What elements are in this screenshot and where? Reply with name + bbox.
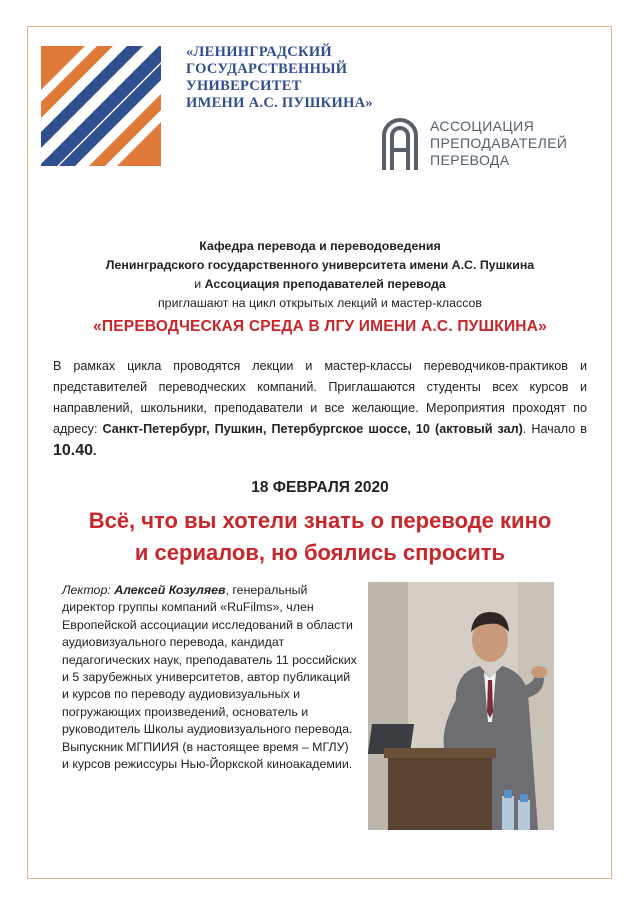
start-time: 10.40 <box>53 442 94 459</box>
series-title: «ПЕРЕВОДЧЕСКАЯ СРЕДА В ЛГУ ИМЕНИ А.С. ПУШКИНА» <box>93 318 547 335</box>
university-name-line: «ЛЕНИНГРАДСКИЙ <box>186 44 332 60</box>
university-name-line: УНИВЕРСИТЕТ <box>186 78 302 94</box>
association-logo-icon <box>378 114 422 172</box>
intro-association: Ассоциация преподавателей перевода <box>204 277 446 291</box>
start-label: . Начало в <box>522 422 588 436</box>
lecture-title-line: Всё, что вы хотели знать о переводе кино <box>88 508 552 533</box>
event-date: 18 ФЕВРАЛЯ 2020 <box>251 479 389 496</box>
lecturer-name: Алексей Козуляев <box>114 583 226 597</box>
lecture-title-line: и сериалов, но боялись спросить <box>134 540 506 565</box>
lgu-logo-icon <box>41 46 161 166</box>
intro-line: приглашают на цикл открытых лекций и мастер-классов <box>157 296 483 310</box>
event-address: Санкт-Петербург, Пушкин, Петербургское шоссе, 10 (актовый зал) <box>102 422 523 436</box>
association-name-line: ПЕРЕВОДА <box>430 152 510 168</box>
lecturer-bio <box>62 582 358 773</box>
lecturer-bio-text: , генеральный директор группы компаний «RuFilms», член Европейской ассоциации исследований в области аудиовизуального перевода, кандидат педагогических наук, преподаватель 11 российских и 5 зарубежных университетов, автор публикаций и курсов по переводу аудиовизуальных и погружающих произведений, основатель и руководитель Школы аудиовизуального перевода. Выпускник МГПИИЯ (в настоящее время – МГЛУ) и курсов режиссуры Нью-Йоркской киноакадемии. <box>62 583 357 772</box>
event-description <box>53 356 587 462</box>
association-name-line: АССОЦИАЦИЯ <box>430 118 535 134</box>
intro-line: Ленинградского государственного университета имени А.С. Пушкина <box>105 258 535 272</box>
description-end: . <box>93 444 97 458</box>
intro-line <box>40 275 600 294</box>
university-name-line: ИМЕНИ А.С. ПУШКИНА» <box>186 95 373 111</box>
association-name <box>430 118 567 169</box>
university-name <box>186 44 426 112</box>
lecturer-label: Лектор: <box>62 583 111 597</box>
university-name-line: ГОСУДАРСТВЕННЫЙ <box>186 61 348 77</box>
association-name-line: ПРЕПОДАВАТЕЛЕЙ <box>430 135 568 151</box>
intro-conjunction: и <box>194 277 202 291</box>
intro-line: Кафедра перевода и переводоведения <box>199 239 441 253</box>
lecturer-photo <box>368 582 554 830</box>
lecture-title <box>40 505 600 569</box>
description-text: В рамках цикла проводятся лекции и мастер-классы переводчиков-практиков и представителей переводческих компаний. Приглашаются студенты всех курсов и направлений, школьники, преподаватели и все желающие. Мероприятия проходят по адресу: <box>53 359 587 436</box>
invitation-intro <box>40 237 600 313</box>
